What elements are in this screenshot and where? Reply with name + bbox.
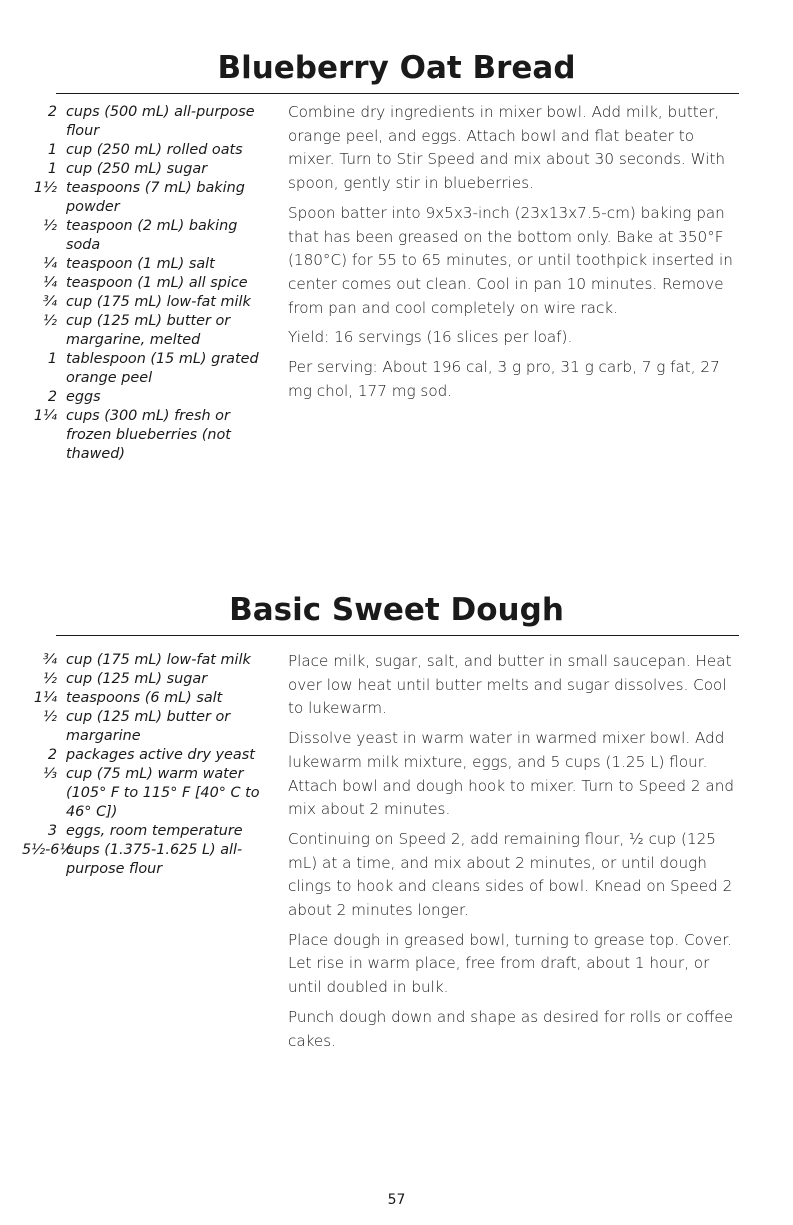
ingredient-quantity: ¾ bbox=[43, 652, 57, 668]
ingredient-item bbox=[22, 293, 272, 312]
ingredient-quantity: ¼ bbox=[43, 275, 57, 291]
recipe-title: Blueberry Oat Bread bbox=[217, 50, 576, 86]
ingredient-text: cup (75 mL) warm water (105° F to 115° F [40° C to 46° C]) bbox=[66, 766, 260, 820]
direction-paragraph: Punch dough down and shape as desired for rolls or coffee cakes. bbox=[288, 1007, 734, 1050]
ingredient-text: cups (1.375-1.625 L) all-purpose flour bbox=[66, 842, 243, 877]
ingredient-text: teaspoons (7 mL) baking powder bbox=[66, 180, 245, 215]
ingredient-quantity: 1½ bbox=[33, 180, 57, 196]
ingredient-text: cup (125 mL) butter or margarine, melted bbox=[66, 313, 231, 348]
title-divider bbox=[56, 93, 739, 94]
ingredient-text: cup (175 mL) low-fat milk bbox=[66, 652, 251, 668]
ingredient-item bbox=[22, 103, 272, 141]
ingredient-item bbox=[22, 217, 272, 255]
ingredient-quantity: 1 bbox=[47, 161, 57, 177]
page-number: 57 bbox=[387, 1192, 406, 1208]
ingredient-text: teaspoons (6 mL) salt bbox=[66, 690, 223, 706]
ingredient-text: tablespoon (15 mL) grated orange peel bbox=[66, 351, 259, 386]
direction-paragraph: Place dough in greased bowl, turning to grease top. Cover. Let rise in warm place, free from draft, about 1 hour, or until doubled in bulk. bbox=[288, 930, 732, 997]
ingredient-text: eggs bbox=[66, 389, 101, 405]
ingredient-item bbox=[22, 651, 272, 670]
ingredient-item bbox=[22, 407, 272, 464]
ingredient-item bbox=[22, 841, 272, 879]
ingredient-quantity: ⅓ bbox=[43, 766, 57, 782]
ingredient-quantity: 2 bbox=[47, 747, 57, 763]
ingredient-text: teaspoon (1 mL) all spice bbox=[66, 275, 248, 291]
ingredient-text: cup (125 mL) butter or margarine bbox=[66, 709, 231, 744]
ingredient-item bbox=[22, 274, 272, 293]
ingredient-item bbox=[22, 746, 272, 765]
ingredient-item bbox=[22, 255, 272, 274]
nutrition-text: Per serving: About 196 cal, 3 g pro, 31 g carb, 7 g fat, 27 mg chol, 177 mg sod. bbox=[288, 358, 720, 400]
ingredient-text: cups (300 mL) fresh or frozen blueberries (not thawed) bbox=[66, 408, 231, 462]
ingredient-text: teaspoon (2 mL) baking soda bbox=[66, 218, 238, 253]
ingredient-quantity: 3 bbox=[47, 823, 57, 839]
ingredient-text: teaspoon (1 mL) salt bbox=[66, 256, 215, 272]
ingredient-text: packages active dry yeast bbox=[66, 747, 255, 763]
ingredient-quantity: ¾ bbox=[43, 294, 57, 310]
ingredient-item bbox=[22, 708, 272, 746]
ingredient-text: cup (125 mL) sugar bbox=[66, 671, 208, 687]
ingredient-text: eggs, room temperature bbox=[66, 823, 243, 839]
ingredient-quantity: ½ bbox=[43, 313, 57, 329]
recipe-title: Basic Sweet Dough bbox=[229, 592, 564, 628]
direction-paragraph: Combine dry ingredients in mixer bowl. Add milk, butter, orange peel, and eggs. Attach bowl and flat beater to mixer. Turn to Stir Speed and mix about 30 seconds. With spoon, gently stir in blueberries. bbox=[288, 103, 726, 193]
ingredient-quantity: 1 bbox=[47, 142, 57, 158]
ingredient-item bbox=[22, 179, 272, 217]
ingredient-list bbox=[22, 651, 272, 879]
yield-text: Yield: 16 servings (16 slices per loaf). bbox=[288, 328, 573, 347]
ingredient-item bbox=[22, 141, 272, 160]
ingredient-list bbox=[22, 103, 272, 464]
ingredient-item bbox=[22, 160, 272, 179]
title-divider bbox=[56, 635, 739, 636]
ingredient-quantity: 1¼ bbox=[33, 690, 57, 706]
directions bbox=[288, 101, 743, 409]
ingredient-text: cups (500 mL) all-purpose flour bbox=[66, 104, 255, 139]
ingredient-item bbox=[22, 670, 272, 689]
ingredient-item bbox=[22, 350, 272, 388]
ingredient-quantity: ½ bbox=[43, 709, 57, 725]
direction-paragraph: Dissolve yeast in warm water in warmed mixer bowl. Add lukewarm milk mixture, eggs, and 5 cups (1.25 L) flour. Attach bowl and dough hook to mixer. Turn to Speed 2 and mix about 2 minutes. bbox=[288, 729, 734, 819]
ingredient-text: cup (250 mL) rolled oats bbox=[66, 142, 243, 158]
ingredient-item bbox=[22, 765, 272, 822]
ingredient-item bbox=[22, 689, 272, 708]
direction-paragraph: Place milk, sugar, salt, and butter in small saucepan. Heat over low heat until butter melts and sugar dissolves. Cool to lukewarm. bbox=[288, 652, 732, 718]
ingredient-quantity: 1¼ bbox=[33, 408, 57, 424]
ingredient-quantity: 5½-6½ bbox=[22, 842, 74, 858]
ingredient-quantity: 2 bbox=[47, 389, 57, 405]
ingredient-text: cup (175 mL) low-fat milk bbox=[66, 294, 251, 310]
ingredient-item bbox=[22, 822, 272, 841]
direction-paragraph: Continuing on Speed 2, add remaining flour, ½ cup (125 mL) at a time, and mix about 2 minutes, or until dough clings to hook and cleans sides of bowl. Knead on Speed 2 about 2 minutes longer. bbox=[288, 829, 733, 920]
ingredient-item bbox=[22, 388, 272, 407]
direction-paragraph: Spoon batter into 9x5x3-inch (23x13x7.5-cm) baking pan that has been greased on the bottom only. Bake at 350°F (180°C) for 55 to 65 minutes, or until toothpick inserted in center comes out clean. Cool in pan 10 minutes. Remove from pan and cool completely on wire rack. bbox=[288, 203, 733, 317]
ingredient-quantity: 1 bbox=[47, 351, 57, 367]
ingredient-text: cup (250 mL) sugar bbox=[66, 161, 208, 177]
ingredient-quantity: ½ bbox=[43, 218, 57, 234]
directions bbox=[288, 650, 743, 1059]
ingredient-quantity: 2 bbox=[47, 104, 57, 120]
ingredient-item bbox=[22, 312, 272, 350]
ingredient-quantity: ½ bbox=[43, 671, 57, 687]
ingredient-quantity: ¼ bbox=[43, 256, 57, 272]
